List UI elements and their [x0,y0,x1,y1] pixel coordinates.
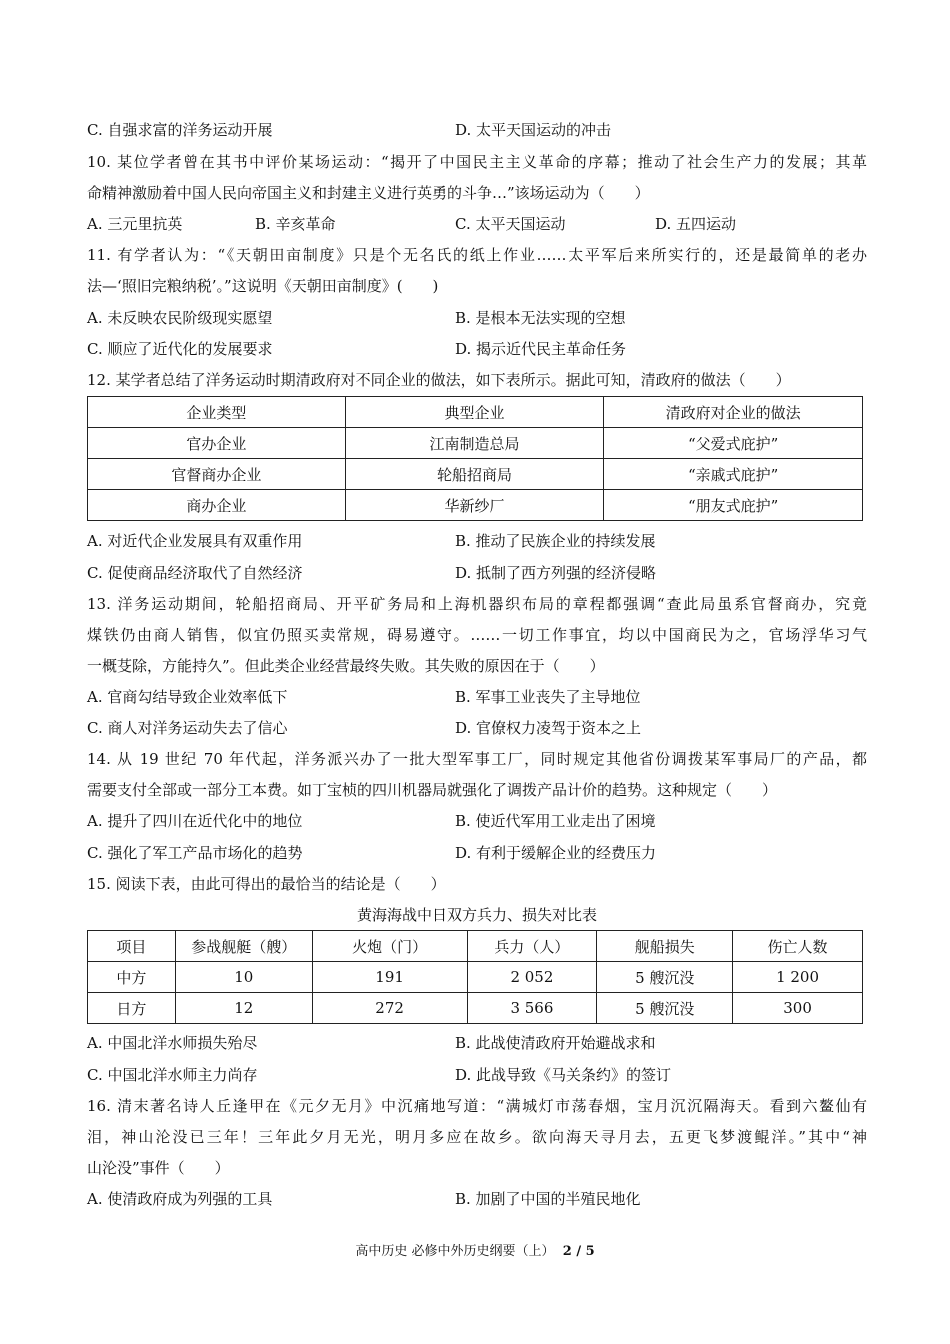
q15-table-caption: 黄海海战中日双方兵力、损失对比表 [356,906,597,924]
table-row [88,993,863,1024]
q16-option-b: B. 加剧了中国的半殖民地化 [455,1190,641,1208]
q13-stem-line1: 13. 洋务运动期间，轮船招商局、开平矿务局和上海机器织布局的章程都强调“查此局虽系官督商办，究竟 [87,595,867,613]
table-header-row [88,931,863,962]
page-number: 2 / 5 [562,1244,595,1259]
table-header-cell: 企业类型 [88,397,346,428]
q11-stem-line1: 11. 有学者认为：“《天朝田亩制度》只是个无名氏的纸上作业……太平军后来所实行的，还是最简单的老办 [87,246,867,264]
table-cell: 5 艘沉没 [597,993,733,1024]
q11-option-a: A. 未反映农民阶级现实愿望 [87,309,273,327]
table-cell: 3 566 [467,993,597,1024]
q9-option-d: D. 太平天国运动的冲击 [455,121,612,139]
table-header-cell: 参战舰艇（艘） [175,931,312,962]
q14-option-a: A. 提升了四川在近代化中的地位 [87,812,303,830]
q10-option-c: C. 太平天国运动 [455,215,566,233]
q14-stem-line2: 需要支付全部或一部分工本费。如丁宝桢的四川机器局就强化了调拨产品计价的趋势。这种规定（ ） [87,781,778,799]
q13-option-c: C. 商人对洋务运动失去了信心 [87,719,288,737]
table-row [88,490,863,521]
table-cell: 12 [175,993,312,1024]
table-cell: “朋友式庇护” [604,490,863,521]
table-cell: 日方 [88,993,176,1024]
q10-option-b: B. 辛亥革命 [255,215,336,233]
q14-stem-line1: 14. 从 19 世纪 70 年代起，洋务派兴办了一批大型军事工厂，同时规定其他省份调拨某军事局厂的产品，都 [87,750,867,768]
q11-option-b: B. 是根本无法实现的空想 [455,309,626,327]
table-cell: 1 200 [733,962,863,993]
q12-table [87,396,863,521]
q16-option-a: A. 使清政府成为列强的工具 [87,1190,273,1208]
table-cell: “亲戚式庇护” [604,459,863,490]
table-cell: 272 [312,993,467,1024]
q13-option-a: A. 官商勾结导致企业效率低下 [87,688,288,706]
table-header-cell: 舰船损失 [597,931,733,962]
q12-stem-line1: 12. 某学者总结了洋务运动时期清政府对不同企业的做法，如下表所示。据此可知，清政府的做法（ ） [87,371,791,389]
q13-option-d: D. 官僚权力凌驾于资本之上 [455,719,642,737]
table-header-cell: 伤亡人数 [733,931,863,962]
q11-option-d: D. 揭示近代民主革命任务 [455,340,627,358]
q15-stem-line1: 15. 阅读下表，由此可得出的最恰当的结论是（ ） [87,875,446,893]
table-cell: 轮船招商局 [345,459,604,490]
q12-option-d: D. 抵制了西方列强的经济侵略 [455,564,657,582]
table-cell: 商办企业 [88,490,346,521]
q13-stem-line2: 煤铁仍由商人销售，似宜仍照买卖常规，碍易遵守。……一切工作事宜，均以中国商民为之，官场浮华习气 [87,626,867,644]
q12-option-b: B. 推动了民族企业的持续发展 [455,532,656,550]
q16-stem-line2: 泪，神山沦没已三年！三年此夕月无光，明月多应在故乡。欲向海天寻月去，五更飞梦渡鲲洋。”其中“神 [87,1128,867,1146]
page-footer [0,1243,950,1261]
table-cell: 中方 [88,962,176,993]
table-cell: 191 [312,962,467,993]
table-cell: 华新纱厂 [345,490,604,521]
q12-option-c: C. 促使商品经济取代了自然经济 [87,564,303,582]
q15-option-a: A. 中国北洋水师损失殆尽 [87,1034,258,1052]
q11-stem-line2: 法—‘照旧完粮纳税’。”这说明《天朝田亩制度》( ) [87,277,439,295]
q10-stem-line2: 命精神激励着中国人民向帝国主义和封建主义进行英勇的斗争…”该场运动为（ ） [87,184,650,202]
q13-option-b: B. 军事工业丧失了主导地位 [455,688,641,706]
table-cell: 300 [733,993,863,1024]
table-cell: “父爱式庇护” [604,428,863,459]
table-row [88,459,863,490]
table-cell: 官督商办企业 [88,459,346,490]
q13-stem-line3: 一概芟除，方能持久”。但此类企业经营最终失败。其失败的原因在于（ ） [87,657,605,675]
table-cell: 5 艘沉没 [597,962,733,993]
q10-option-d: D. 五四运动 [655,215,737,233]
table-header-cell: 清政府对企业的做法 [604,397,863,428]
q12-option-a: A. 对近代企业发展具有双重作用 [87,532,303,550]
q14-option-b: B. 使近代军用工业走出了困境 [455,812,656,830]
q15-table [87,930,863,1024]
q15-option-b: B. 此战使清政府开始避战求和 [455,1034,656,1052]
table-header-cell: 火炮（门） [312,931,467,962]
table-cell: 官办企业 [88,428,346,459]
table-cell: 2 052 [467,962,597,993]
q14-option-d: D. 有利于缓解企业的经费压力 [455,844,657,862]
q15-option-d: D. 此战导致《马关条约》的签订 [455,1066,672,1084]
q16-stem-line3: 山沦没”事件（ ） [87,1159,230,1177]
q10-option-a: A. 三元里抗英 [87,215,183,233]
footer-text: 高中历史 必修中外历史纲要（上） [355,1244,555,1259]
table-cell: 10 [175,962,312,993]
q10-stem-line1: 10. 某位学者曾在其书中评价某场运动：“揭开了中国民主主义革命的序幕；推动了社会生产力的发展；其革 [87,153,867,171]
table-header-cell: 典型企业 [345,397,604,428]
q14-option-c: C. 强化了军工产品市场化的趋势 [87,844,303,862]
table-row [88,428,863,459]
q16-stem-line1: 16. 清末著名诗人丘逢甲在《元夕无月》中沉痛地写道：“满城灯市荡春烟，宝月沉沉隔海天。看到六鳌仙有 [87,1097,867,1115]
q11-option-c: C. 顺应了近代化的发展要求 [87,340,273,358]
table-header-cell: 项目 [88,931,176,962]
table-header-row [88,397,863,428]
table-row [88,962,863,993]
q15-option-c: C. 中国北洋水师主力尚存 [87,1066,258,1084]
table-header-cell: 兵力（人） [467,931,597,962]
table-cell: 江南制造总局 [345,428,604,459]
q9-option-c: C. 自强求富的洋务运动开展 [87,121,273,139]
